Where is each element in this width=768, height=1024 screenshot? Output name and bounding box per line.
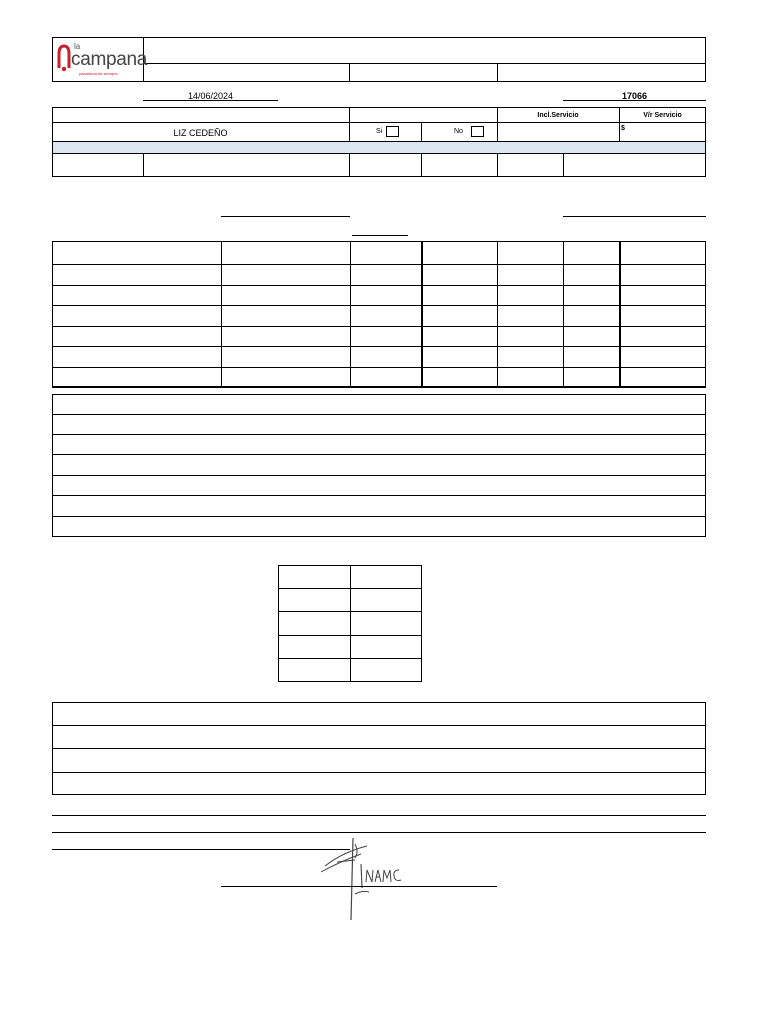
logo-tagline: panaderia de siempre [79, 71, 118, 76]
no-label: No [454, 128, 463, 135]
service-line-1 [52, 122, 706, 123]
items-row-line [52, 305, 706, 306]
si-label: Si [376, 128, 383, 135]
footer-line-3 [52, 849, 350, 850]
document-number: 17066 [621, 91, 648, 101]
blank-line-right [563, 216, 706, 217]
notes-row-line [52, 434, 706, 435]
number-underline [563, 100, 706, 101]
service-row-vdiv-3 [421, 153, 422, 177]
items-col-line [563, 241, 564, 388]
notes-row-line [52, 516, 706, 517]
currency-symbol: $ [621, 125, 625, 132]
header-box [52, 37, 706, 82]
no-checkbox[interactable] [471, 126, 484, 137]
blank-line-center [352, 235, 408, 236]
service-band [53, 142, 705, 153]
items-col-line [350, 241, 351, 388]
items-col-line [619, 241, 621, 388]
items-row-line [52, 346, 706, 347]
notes-row-line [52, 414, 706, 415]
totals-row-line [278, 588, 422, 589]
bottom-row-line [52, 748, 706, 749]
blank-line-left [221, 216, 350, 217]
bottom-row-line [52, 772, 706, 773]
brand-logo [55, 40, 148, 78]
totals-row-line [278, 635, 422, 636]
notes-row-line [52, 454, 706, 455]
logo-small-text: la [74, 42, 81, 51]
si-checkbox[interactable] [386, 126, 399, 137]
service-vdiv-b [421, 122, 422, 141]
footer-line-1 [52, 815, 706, 816]
logo-name: campana [71, 49, 148, 70]
vr-servicio-label: V/r Servicio [643, 112, 682, 119]
service-line-3 [52, 153, 706, 154]
items-col-line [221, 241, 222, 388]
incl-servicio-label: Incl.Servicio [537, 112, 579, 119]
header-divider-1 [349, 63, 350, 82]
bell-icon [57, 44, 71, 72]
header-mid-line [143, 63, 706, 64]
notes-row-line [52, 495, 706, 496]
items-row-line [52, 285, 706, 286]
service-row-vdiv-4 [497, 153, 498, 177]
items-row-line [52, 264, 706, 265]
totals-row-line [278, 611, 422, 612]
items-row-line [52, 326, 706, 327]
notes-row-line [52, 475, 706, 476]
date-value: 14/06/2024 [187, 91, 234, 101]
service-row-vdiv-1 [143, 153, 144, 177]
totals-row-line [278, 658, 422, 659]
bottom-row-line [52, 725, 706, 726]
items-col-line [421, 241, 423, 388]
service-row-vdiv-5 [563, 153, 564, 177]
signature-line [221, 886, 497, 887]
header-divider-2 [497, 63, 498, 82]
client-name: LIZ CEDEÑO [173, 128, 228, 138]
items-row-line [52, 367, 706, 368]
handwritten-signature [315, 832, 425, 927]
date-underline [143, 100, 278, 101]
totals-col-line [350, 565, 351, 682]
items-col-line [497, 241, 498, 388]
service-row-vdiv-2 [349, 153, 350, 177]
service-vdiv-a [349, 107, 350, 141]
